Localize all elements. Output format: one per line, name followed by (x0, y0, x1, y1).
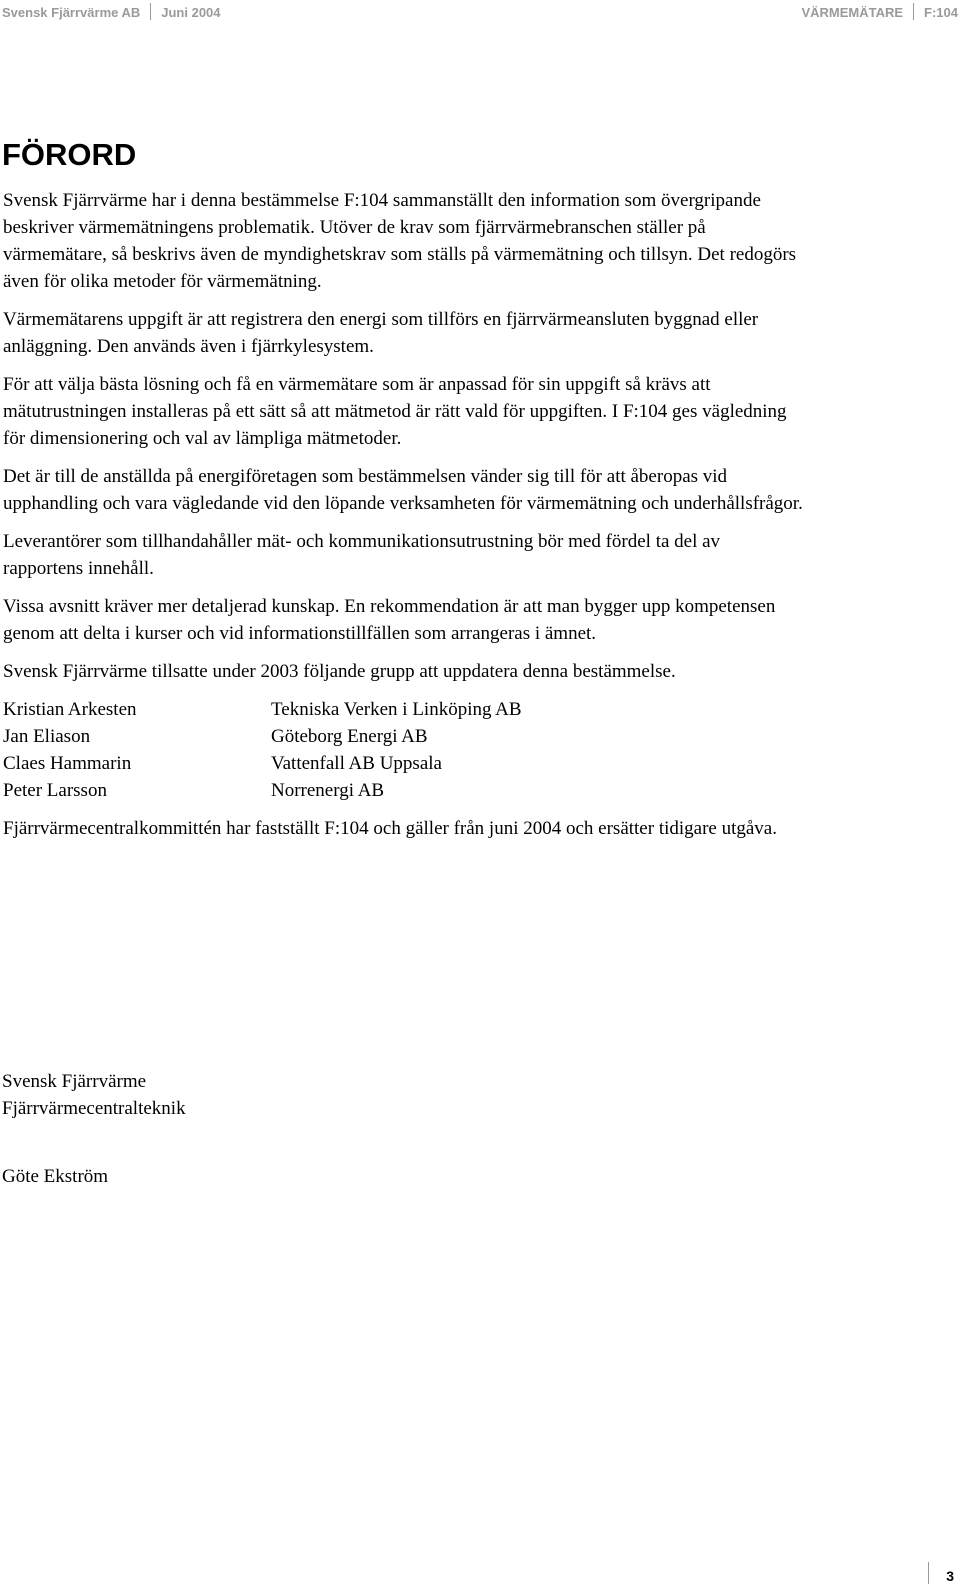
header-date: Juni 2004 (161, 5, 221, 20)
body-text (3, 187, 803, 853)
paragraph: Svensk Fjärrvärme har i denna bestämmelse F:104 sammanställt den information som övergripande beskriver värmemätningens problematik. Utöver de krav som fjärrvärmebranschen ställer på värmemätare, så beskrivs även de myndighetskrav som ställs på värmemätning och tillsyn. Det redogörs även för olika metoder för värmemätning. (3, 190, 797, 292)
member-org: Tekniska Verken i Linköping AB (271, 699, 522, 720)
header-divider (150, 3, 151, 20)
paragraph: För att välja bästa lösning och få en värmemätare som är anpassad för sin uppgift så krävs att mätutrustningen installeras på ett sätt så att mätmetod är rätt vald för uppgiften. I F:104 ges vägledning för dimensionering och val av lämpliga mätmetoder. (3, 374, 787, 449)
page-header (0, 0, 960, 22)
member-name: Kristian Arkesten (3, 699, 137, 720)
group-member-row (3, 777, 803, 804)
closing-paragraph: Fjärrvärmecentralkommittén har fastställt F:104 och gäller från juni 2004 och ersätter tidigare utgåva. (3, 818, 777, 839)
member-org: Vattenfall AB Uppsala (271, 753, 442, 774)
member-name: Claes Hammarin (3, 753, 132, 774)
header-right (801, 3, 958, 20)
working-group-list (3, 696, 803, 804)
member-org: Norrenergi AB (271, 780, 385, 801)
paragraph: Vissa avsnitt kräver mer detaljerad kunskap. En rekommendation är att man bygger upp kompetensen genom att delta i kurser och vid informationstillfällen som arrangeras i ämnet. (3, 596, 776, 644)
paragraph: Leverantörer som tillhandahåller mät- och kommunikationsutrustning bör med fördel ta del av rapportens innehåll. (3, 531, 721, 579)
page-number: 3 (946, 1568, 954, 1584)
member-name: Jan Eliason (3, 726, 91, 747)
header-org: Svensk Fjärrvärme AB (2, 5, 141, 20)
page-title: FÖRORD (2, 137, 137, 172)
member-org: Göteborg Energi AB (271, 726, 428, 747)
page-number-divider (928, 1562, 929, 1584)
header-subject: VÄRMEMÄTARE (801, 5, 904, 20)
signature-org: Svensk Fjärrvärme (2, 1071, 147, 1092)
paragraph: Värmemätarens uppgift är att registrera den energi som tillförs en fjärrvärmeansluten byggnad eller anläggning. Den används även i fjärrkylesystem. (3, 309, 759, 357)
paragraph: Det är till de anställda på energiföretagen som bestämmelsen vänder sig till för att åberopas vid upphandling och vara vägledande vid den löpande verksamheten för värmemätning och underhållsfrågor. (3, 466, 803, 514)
group-member-row (3, 723, 803, 750)
group-member-row (3, 750, 803, 777)
signature-department: Fjärrvärmecentralteknik (2, 1098, 186, 1119)
paragraph: Svensk Fjärrvärme tillsatte under 2003 följande grupp att uppdatera denna bestämmelse. (3, 661, 676, 682)
signature-person: Göte Ekström (2, 1166, 109, 1187)
header-doc-id: F:104 (924, 5, 958, 20)
signature-block (2, 1068, 186, 1122)
member-name: Peter Larsson (3, 780, 107, 801)
header-divider (913, 3, 914, 20)
group-member-row (3, 696, 803, 723)
header-left (2, 3, 221, 20)
